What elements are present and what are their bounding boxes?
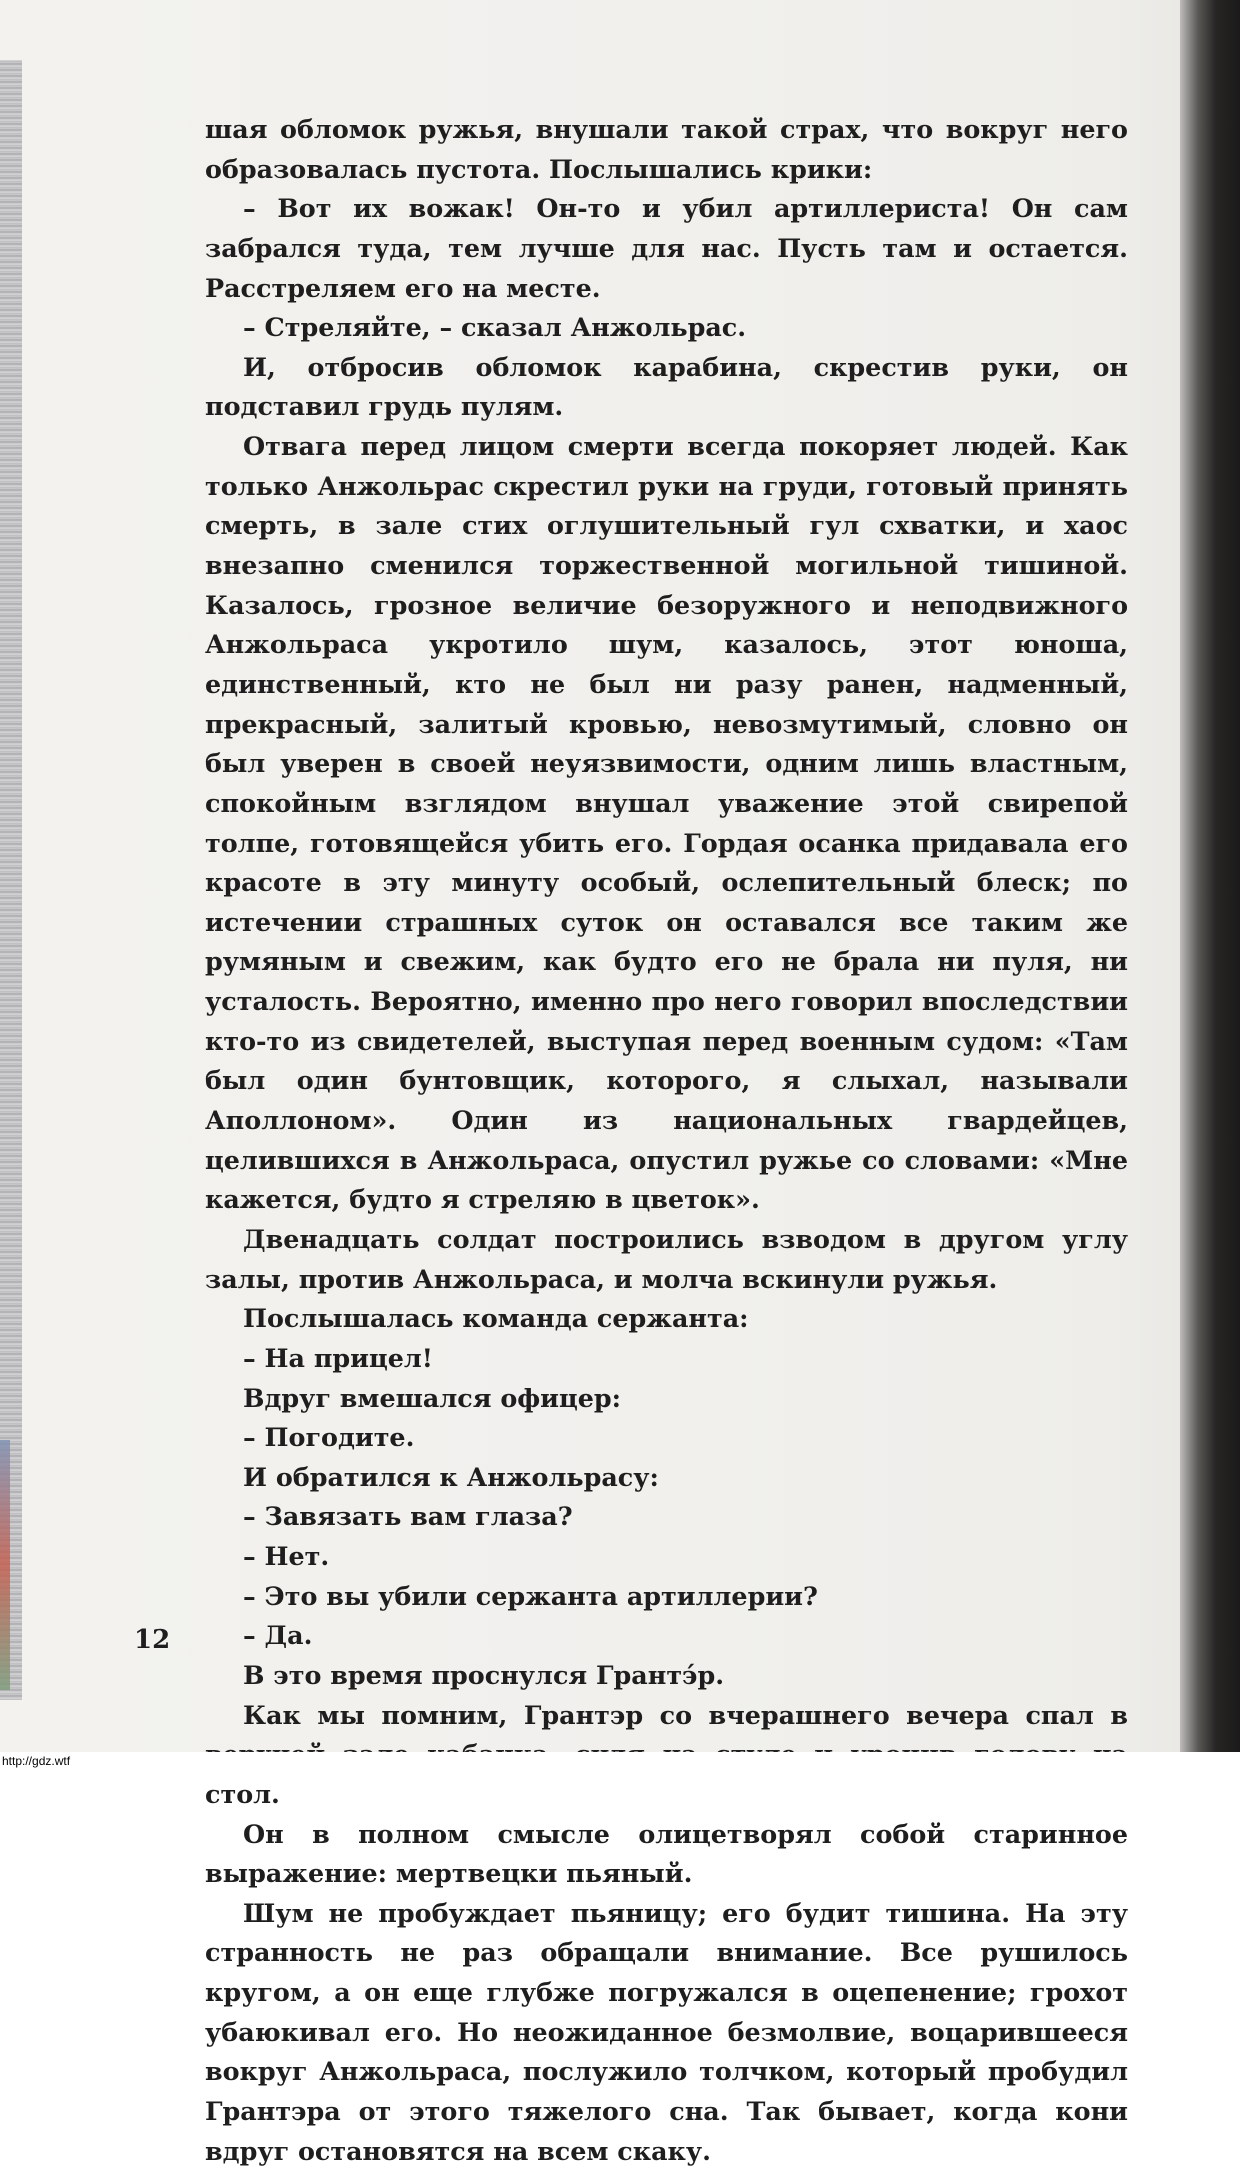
paragraph: В это время проснулся Грантэ́р. (243, 1659, 725, 1690)
paragraph: Как мы помним, Грантэр со вчерашнего вечера спал в стол. (205, 1699, 1128, 1809)
page-number: 12 (134, 1625, 171, 1655)
paragraph: – На прицел! (243, 1342, 433, 1373)
paragraph: Отвага перед лицом смерти всегда покоряет людей. Как только Анжольрас скрестил руки на груди, готовый принять смерть, в зале стих оглушительный гул схватки, и хаос внезапно сменился торжественной могильной тишиной. Казалось, грозное величие безоружного и неподвижного Анжольраса укротило шум, казалось, этот юноша, единственный, кто не был ни разу ранен, надменный, прекрасный, залитый кровью, невозмутимый, словно он был уверен в своей неуязвимости, одним лишь властным, спокойным взглядом внушал уважение этой свирепой толпе, готовящейся убить его. Гордая осанка придавала его красоте в эту минуту особый, ослепительный блеск; по истечении страшных суток он оставался все таким же румяным и свежим, как будто его не брала ни пуля, ни усталость. Вероятно, именно про него говорил впоследствии кто-то из свидетелей, выступая перед военным судом: «Там был один бунтовщик, которого, я слыхал, называли Аполлоном». Один из национальных гвардейцев, целившихся в Анжольраса, опустил ружье со словами: «Мне кажется, будто я стреляю в цветок». (205, 431, 1128, 1215)
paragraph: – Стреляйте, – сказал Анжольрас. (243, 312, 747, 343)
paragraph: – Это вы убили сержанта артиллерии? (243, 1580, 818, 1611)
paragraph: Вдруг вмешался офицер: (243, 1382, 622, 1413)
paragraph: И, отбросив обломок карабина, скрестив руки, он подставил грудь пулям. (205, 351, 1128, 422)
paragraph: – Да. (243, 1620, 313, 1651)
paragraph: – Нет. (243, 1541, 330, 1572)
paragraph: – Завязать вам глаза? (243, 1501, 573, 1532)
paragraph: шая обломок ружья, внушали такой страх, что вокруг него образовалась пустота. Послышались крики: (205, 114, 1128, 184)
paragraph: – Вот их вожак! Он-то и убил артиллериста! Он сам забрался туда, тем лучше для нас. Пусть там и остается. Расстреляем его на месте. (205, 193, 1128, 303)
paragraph: Шум не пробуждает пьяницу; его будит тишина. На эту странность не раз обращали внимание. Все рушилось кругом, а он еще глубже погружался в оцепенение; грохот убаюкивал его. Но неожиданное безмолвие, воцарившееся вокруг Анжольраса, послужило толчком, который пробудил Грантэра от этого тяжелого сна. Так бывает, когда кони вдруг остановятся на всем скаку. (205, 1897, 1128, 2166)
paragraph: И обратился к Анжольрасу: (243, 1461, 659, 1492)
paragraph: Он в полном смысле олицетворял собой старинное выражение: мертвецки пьяный. (205, 1818, 1128, 1889)
paragraph: – Погодите. (243, 1422, 415, 1453)
paragraph: Двенадцать солдат построились взводом в другом углу залы, против Анжольраса, и молча вскинули ружья. (205, 1223, 1128, 1294)
book-cover-edge (0, 1440, 10, 1690)
watermark-url: http://gdz.wtf (2, 1754, 71, 1768)
watermark-bar (0, 1752, 1240, 1771)
paragraph: Послышалась команда сержанта: (243, 1303, 749, 1334)
scanner-edge-shadow (1180, 0, 1240, 1771)
page-body-text (205, 110, 1128, 2171)
